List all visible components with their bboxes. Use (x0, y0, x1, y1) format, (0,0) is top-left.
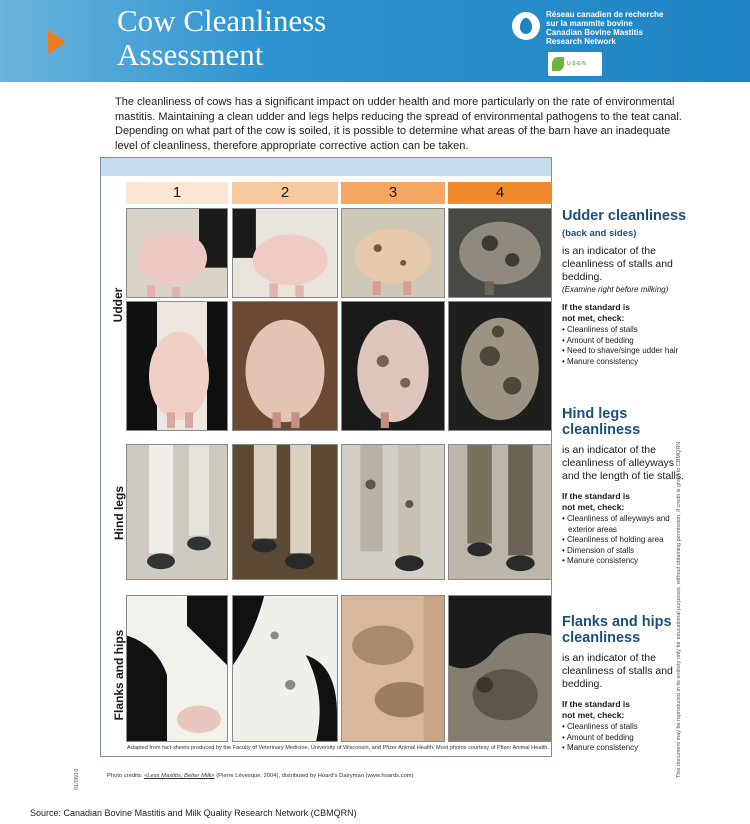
list-item: • Cleanliness of holding area (562, 535, 692, 546)
photo-hind-legs-2 (232, 444, 338, 580)
section-udder-title: Udder cleanliness (562, 208, 687, 224)
photo-hind-legs-4 (448, 444, 552, 580)
section-udder (562, 208, 692, 367)
partner-logo: U·S·E·N (548, 52, 602, 76)
header-banner (0, 0, 750, 82)
photo-hind-legs-3 (341, 444, 445, 580)
section-hind-legs-checks (562, 514, 692, 567)
section-hind-legs-standard: If the standard is not met, check: (562, 491, 631, 512)
photo-flanks-1 (126, 595, 228, 742)
list-item: • Cleanliness of alleyways and exterior areas (562, 514, 692, 535)
title-line-2: Assessment (117, 37, 264, 72)
photo-udder-side-4 (448, 301, 552, 431)
source-line: Source: Canadian Bovine Mastitis and Milk Quality Research Network (CBMQRN) (30, 808, 357, 818)
section-hind-legs-indicator: is an indicator of the cleanliness of alleyways and the length of tie stalls. (562, 444, 684, 482)
photo-udder-side-2 (232, 301, 338, 431)
photo-flanks-4 (448, 595, 552, 742)
book-title: «Less Mastitis, Better Milk» (144, 773, 215, 779)
score-header-2: 2 (232, 182, 338, 204)
photo-credits: Photo credits: «Less Mastitis, Better Milk» (Pierre Lévesque, 2004), distributed by Hoard's Dairyman (www.hoards.com) (107, 773, 414, 779)
row-label-flanks: Flanks and hips (112, 629, 126, 721)
section-udder-standard: If the standard is not met, check: (562, 302, 631, 323)
photo-hind-legs-1 (126, 444, 228, 580)
photo-flanks-2 (232, 595, 338, 742)
section-udder-subtitle: (back and sides) (562, 228, 637, 239)
photo-flanks-3 (341, 595, 445, 742)
row-label-hind-legs: Hind legs (112, 486, 126, 541)
page-title (117, 4, 326, 72)
section-udder-indicator: is an indicator of the cleanliness of stalls and bedding. (562, 245, 673, 283)
score-header-4: 4 (448, 182, 552, 204)
list-item: • Manure consistency (562, 357, 692, 368)
leaf-icon (552, 57, 564, 71)
intro-paragraph: The cleanliness of cows has a significant impact on udder health and more particularly on the rate of environmental mastitis. Maintaining a clean udder and legs helps reducing the spread of environmental pathogens to the teat canal. Depending on what part of the cow is soiled, it is possible to determine what areas of the barn have an inadequate level of cleanliness, therefore appropriate corrective action can be taken. (115, 96, 682, 152)
section-hind-legs-title: Hind legs cleanliness (562, 406, 641, 438)
section-flanks-indicator: is an indicator of the cleanliness of stalls and bedding. (562, 652, 673, 690)
reproduction-note: This document may be reproduced in its entirety only for educational purposes, without obtaining permission, if credit is given to CBMQRN (676, 441, 682, 778)
photo-udder-rear-2 (232, 208, 338, 298)
section-flanks (562, 614, 692, 754)
list-item: • Amount of bedding (562, 336, 692, 347)
photo-udder-rear-4 (448, 208, 552, 298)
list-item: • Manure consistency (562, 743, 692, 754)
title-line-1: Cow Cleanliness (117, 3, 327, 38)
section-hind-legs (562, 406, 692, 567)
score-header-3: 3 (341, 182, 445, 204)
list-item: • Cleanliness of stalls (562, 722, 692, 733)
list-item: • Amount of bedding (562, 733, 692, 744)
score-header-1: 1 (126, 182, 228, 204)
assessment-grid (100, 157, 552, 757)
section-udder-checks (562, 325, 692, 367)
list-item: • Manure consistency (562, 556, 692, 567)
photo-udder-side-1 (126, 301, 228, 431)
section-flanks-checks (562, 722, 692, 754)
section-flanks-standard: If the standard is not met, check: (562, 699, 631, 720)
row-label-udder: Udder (111, 287, 125, 323)
photo-udder-rear-3 (341, 208, 445, 298)
arrow-icon (48, 30, 66, 54)
section-flanks-title: Flanks and hips cleanliness (562, 614, 672, 646)
photo-udder-side-3 (341, 301, 445, 431)
section-udder-note: (Examine right before milking) (562, 285, 669, 294)
list-item: • Cleanliness of stalls (562, 325, 692, 336)
photo-udder-rear-1 (126, 208, 228, 298)
list-item: • Dimension of stalls (562, 546, 692, 557)
photo-caption: Adapted from fact-sheets produced by the Faculty of Veterinary Medicine, University of Wisconsin, and Pfizer Animal Health. Most photos courtesy of Pfizer Animal Health. (127, 745, 549, 751)
network-name: Réseau canadien de recherche sur la mammite bovine Canadian Bovine Mastitis Research Network (546, 10, 664, 46)
date-code: 01/08/10 (74, 768, 80, 790)
list-item: • Need to shave/singe udder hair (562, 346, 692, 357)
drop-logo-icon (512, 12, 540, 40)
grid-top-band (101, 158, 551, 176)
